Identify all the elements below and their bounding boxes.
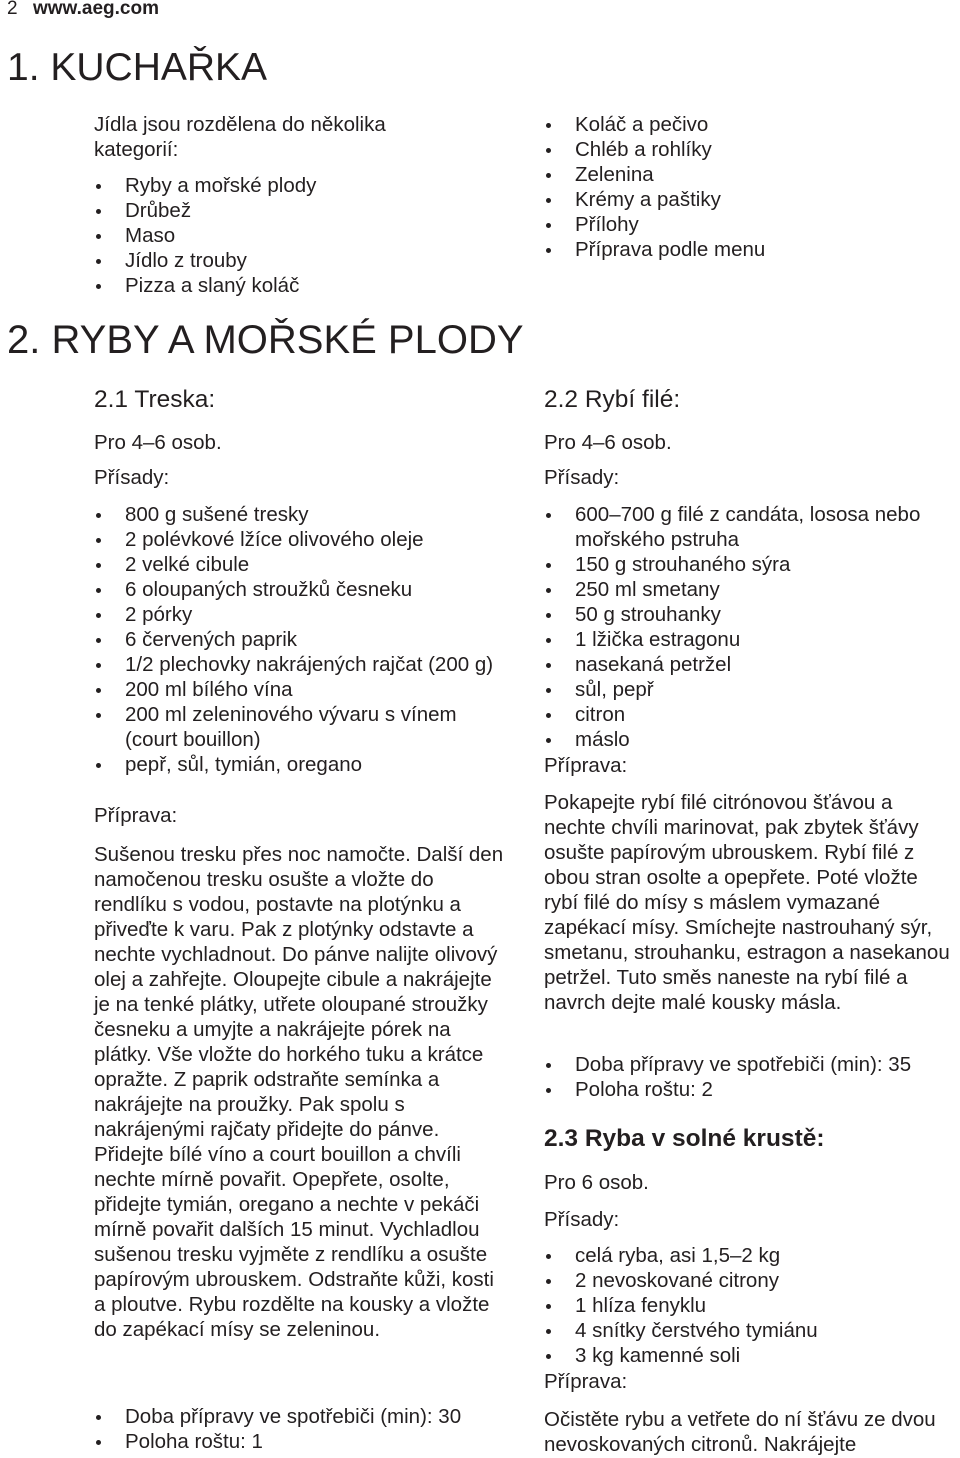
ingredients-list-treska [94,502,494,777]
site-url: www.aeg.com [33,0,159,19]
ingredient-item: 1 lžička estragonu [544,627,954,652]
servings-solna-krusta: Pro 6 osob. [544,1171,649,1194]
ingredients-list-solna-krusta [544,1243,954,1368]
ingredient-item: 800 g sušené tresky [94,502,494,527]
ingredient-item: 3 kg kamenné soli [544,1343,954,1368]
ingredient-item: 1/2 plechovky nakrájených rajčat (200 g) [94,652,494,677]
recipe-heading-rybi-file: 2.2 Rybí filé: [544,386,681,413]
ingredient-item: 1 hlíza fenyklu [544,1293,954,1318]
preparation-text-rybi-file: Pokapejte rybí filé citrónovou šťávou a nechte chvíli marinovat, pak zbytek šťávy osušte papírovým ubrouskem. Rybí filé z obou stran osolte a opepřete. Poté vložte rybí filé do mísy s máslem vymazané zapékací mísy. Smíchejte nastrouhaný sýr, smetanu, strouhanku, estragon a nasekanou petržel. Tuto směs naneste na rybí filé a navrch dejte malé kousky másla. [544,791,950,1014]
recipe-heading-solna-krusta: 2.3 Ryba v solné krustě: [544,1125,825,1152]
ingredient-item: citron [544,702,954,727]
ingredient-item: 6 červených paprik [94,627,494,652]
category-item: Ryby a mořské plody [94,173,514,198]
preparation-label-rybi-file: Příprava: [544,754,628,777]
section-title-fish: 2. RYBY A MOŘSKÉ PLODY [7,318,524,362]
setting-item: Doba přípravy ve spotřebiči (min): 30 [94,1404,514,1429]
category-item: Koláč a pečivo [544,112,954,137]
category-item: Chléb a rohlíky [544,137,954,162]
ingredient-item: 2 nevoskované citrony [544,1268,954,1293]
ingredient-item: 200 ml bílého vína [94,677,494,702]
ingredient-item: máslo [544,727,954,752]
ingredient-item: 150 g strouhaného sýra [544,552,954,577]
ingredient-item: pepř, sůl, tymián, oregano [94,752,494,777]
ingredient-item: 2 polévkové lžíce olivového oleje [94,527,494,552]
ingredient-item: 6 oloupaných stroužků česneku [94,577,494,602]
section-title-cookbook: 1. KUCHAŘKA [7,46,268,89]
ingredients-list-rybi-file [544,502,954,752]
ingredients-label-solna-krusta: Přísady: [544,1208,620,1231]
page-number: 2 [7,0,18,19]
preparation-label-treska: Příprava: [94,804,178,827]
category-list-right [544,112,954,262]
recipe-heading-treska: 2.1 Treska: [94,386,216,413]
category-list-left [94,173,514,298]
ingredient-item: 250 ml smetany [544,577,954,602]
category-item: Příprava podle menu [544,237,954,262]
ingredient-item: 4 snítky čerstvého tymiánu [544,1318,954,1343]
ingredient-item: 600–700 g filé z candáta, lososa nebo mořského pstruha [544,502,954,552]
setting-item: Poloha roštu: 1 [94,1429,514,1454]
ingredient-item: celá ryba, asi 1,5–2 kg [544,1243,954,1268]
ingredient-item: 2 velké cibule [94,552,494,577]
preparation-text-treska: Sušenou tresku přes noc namočte. Další den namočenou tresku osušte a vložte do rendlíku s vodou, postavte na plotýnku a přiveďte k varu. Pak z plotýnky odstavte a nechte vychladnout. Do pánve nalijte olivový olej a zahřejte. Oloupejte cibule a nakrájejte je na tenké plátky, utřete oloupané stroužky česneku a umyjte a nakrájejte pórek na plátky. Vše vložte do horkého tuku a krátce opražte. Z paprik odstraňte semínka a nakrájejte na proužky. Pak spolu s nakrájenými rajčaty přidejte do pánve. Přidejte bílé víno a court bouillon a chvíli nechte mírně povařit. Opepřete, osolte, přidejte tymián, oregano a nechte v pekáči mírně povařit dalších 15 minut. Vychladlou sušenou tresku vyjměte z rendlíku a osušte papírovým ubrouskem. Odstraňte kůži, kosti a ploutve. Rybu rozdělte na kousky a vložte do zapékací mísy se zeleninou. [94,843,504,1341]
preparation-text-solna-krusta: Očistěte rybu a vetřete do ní šťávu ze dvou nevoskovaných citronů. Nakrájejte [544,1408,936,1456]
category-item: Maso [94,223,514,248]
ingredient-item: sůl, pepř [544,677,954,702]
ingredient-item: nasekaná petržel [544,652,954,677]
ingredients-label-rybi-file: Přísady: [544,466,620,489]
category-item: Zelenina [544,162,954,187]
ingredient-item: 2 pórky [94,602,494,627]
setting-item: Poloha roštu: 2 [544,1077,954,1102]
category-item: Pizza a slaný koláč [94,273,514,298]
setting-item: Doba přípravy ve spotřebiči (min): 35 [544,1052,954,1077]
ingredient-item: 200 ml zeleninového vývaru s vínem (court bouillon) [94,702,494,752]
servings-rybi-file: Pro 4–6 osob. [544,431,672,454]
category-item: Drůbež [94,198,514,223]
settings-list-treska [94,1404,514,1454]
category-item: Krémy a paštiky [544,187,954,212]
preparation-label-solna-krusta: Příprava: [544,1370,628,1393]
ingredient-item: 50 g strouhanky [544,602,954,627]
intro-text: Jídla jsou rozdělena do několika kategorií: [94,113,386,161]
ingredients-label-treska: Přísady: [94,466,170,489]
category-item: Přílohy [544,212,954,237]
settings-list-rybi-file [544,1052,954,1102]
category-item: Jídlo z trouby [94,248,514,273]
servings-treska: Pro 4–6 osob. [94,431,222,454]
